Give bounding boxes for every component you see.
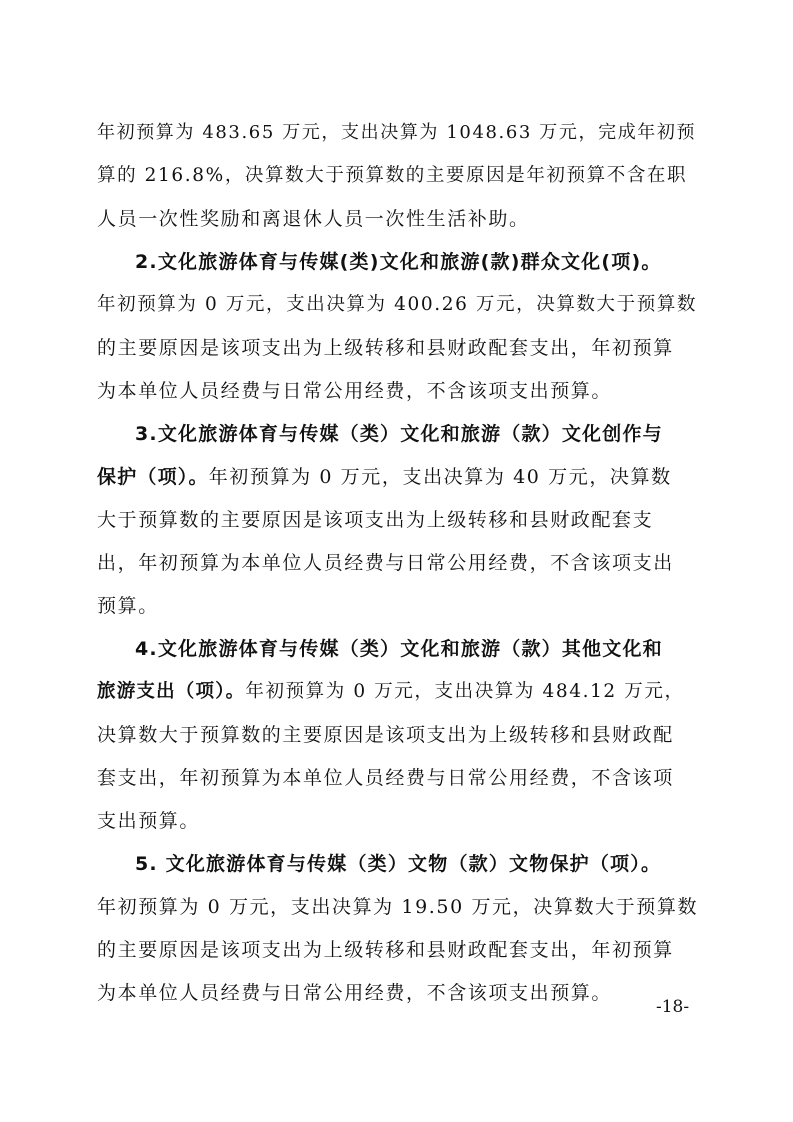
section-heading-4-cont: 旅游支出（项）。 — [97, 681, 246, 702]
paragraph-line: 套支出，年初预算为本单位人员经费与日常公用经费，不含该项 — [97, 767, 674, 789]
paragraph-text: 年初预算为 0 万元，支出决算为 484.12 万元， — [245, 681, 685, 702]
paragraph-line: 人员一次性奖励和离退休人员一次性生活补助。 — [97, 208, 530, 230]
paragraph-line: 预算。 — [97, 595, 159, 617]
section-heading-4: 4.文化旅游体育与传媒（类）文化和旅游（款）其他文化和 — [135, 638, 663, 660]
paragraph-line: 出，年初预算为本单位人员经费与日常公用经费，不含该项支出 — [97, 552, 674, 574]
section-heading-2: 2.文化旅游体育与传媒(类)文化和旅游(款)群众文化(项)。 — [135, 251, 662, 273]
paragraph-line: 算的 216.8%，决算数大于预算数的主要原因是年初预算不含在职 — [97, 165, 688, 186]
paragraph-line: 为本单位人员经费与日常公用经费，不含该项支出预算。 — [97, 380, 613, 402]
section-heading-3: 3.文化旅游体育与传媒（类）文化和旅游（款）文化创作与 — [135, 423, 663, 445]
section-heading-3-cont: 保护（项）。 — [97, 466, 209, 488]
paragraph-line: 年初预算为 483.65 万元，支出决算为 1048.63 万元，完成年初预 — [97, 122, 697, 143]
paragraph-line-mixed — [97, 457, 697, 497]
paragraph-text: 年初预算为 0 万元，支出决算为 40 万元，决算数 — [208, 466, 672, 488]
paragraph-line: 支出预算。 — [97, 810, 201, 832]
paragraph-line: 的主要原因是该项支出为上级转移和县财政配套支出，年初预算 — [97, 337, 674, 359]
paragraph-line: 年初预算为 0 万元，支出决算为 19.50 万元，决算数大于预算数 — [97, 896, 699, 918]
section-heading-5: 5. 文化旅游体育与传媒（类）文物（款）文物保护（项）。 — [135, 853, 662, 875]
paragraph-line: 大于预算数的主要原因是该项支出为上级转移和县财政配套支 — [97, 509, 654, 531]
paragraph-line-mixed — [97, 672, 697, 712]
page-number: -18- — [656, 997, 690, 1017]
paragraph-line: 的主要原因是该项支出为上级转移和县财政配套支出，年初预算 — [97, 939, 674, 961]
paragraph-line: 决算数大于预算数的主要原因是该项支出为上级转移和县财政配 — [97, 724, 674, 746]
paragraph-line: 年初预算为 0 万元，支出决算为 400.26 万元，决算数大于预算数 — [97, 294, 698, 315]
paragraph-line: 为本单位人员经费与日常公用经费，不含该项支出预算。 — [97, 982, 613, 1004]
